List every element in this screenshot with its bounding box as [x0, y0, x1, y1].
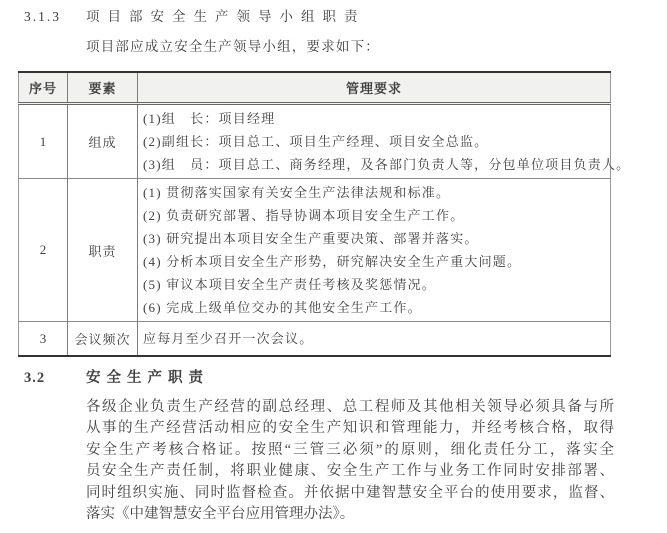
row-requirements	[138, 104, 631, 179]
section-heading-3-1-3	[24, 9, 667, 25]
requirement-line: (6) 完成上级单位交办的其他安全生产工作。	[143, 300, 422, 315]
section-number: 3.1.3	[24, 9, 61, 24]
table-row	[19, 322, 611, 357]
table-header-row	[19, 72, 611, 104]
leadership-group-table	[18, 71, 631, 357]
row-requirements	[138, 179, 611, 322]
row-requirements	[138, 322, 611, 357]
table-row	[19, 104, 611, 179]
paragraph-line: 从事的生产经营活动相应的安全生产知识和管理能力，并经考核合格，取得	[86, 420, 614, 437]
row-element: 会议频次	[68, 322, 138, 357]
table-row	[19, 179, 611, 322]
row-number: 2	[19, 179, 68, 322]
row-number: 1	[39, 133, 47, 149]
col-header-element: 要素	[68, 72, 138, 104]
document-page	[0, 9, 667, 533]
col-header-requirements: 管理要求	[138, 72, 611, 104]
requirement-line: (3) 研究提出本项目安全生产重要决策、部署并落实。	[143, 231, 479, 246]
section-number: 3.2	[24, 370, 46, 386]
col-header-no: 序号	[19, 72, 68, 104]
requirement-line: (3)组 员：项目总工、商务经理，及各部门负责人等，分包单位项目负责人。	[143, 157, 631, 172]
row-element: 职责	[68, 179, 138, 322]
requirement-line: (2) 负责研究部署、指导协调本项目安全生产工作。	[143, 208, 465, 223]
paragraph-line: 安全生产考核合格证。按照“三管三必须”的原则，细化责任分工，落实全	[86, 441, 614, 458]
requirement-line: 应每月至少召开一次会议。	[143, 331, 314, 346]
requirement-line: (1) 贯彻落实国家有关安全生产法律法规和标准。	[143, 185, 451, 200]
section-title: 安全生产职责	[86, 370, 209, 386]
requirement-line: (2)副组长：项目总工、项目生产经理、项目安全总监。	[143, 134, 489, 149]
requirement-line: (1)组 长：项目经理	[143, 111, 276, 126]
intro-paragraph: 项目部应成立安全生产领导小组，要求如下：	[86, 39, 380, 54]
paragraph-line: 落实《中建智慧安全平台应用管理办法》。	[86, 506, 355, 523]
paragraph-line: 各级企业负责生产经营的副总经理、总工程师及其他相关领导必须具备与所	[86, 399, 614, 415]
paragraph-line: 员安全生产责任制，将职业健康、安全生产工作与业务工作同时安排部署、	[86, 463, 614, 480]
row-element: 组成	[68, 104, 138, 179]
section-title: 项目部安全生产领导小组职责	[86, 9, 366, 24]
requirement-line: (4) 分析本项目安全生产形势，研究解决安全生产重大问题。	[143, 254, 522, 269]
responsibilities-paragraph	[86, 397, 614, 525]
section-heading-3-2	[24, 370, 667, 387]
paragraph-line: 同时组织实施、同时监督检查。并依据中建智慧安全平台的使用要求，监督、	[86, 484, 614, 501]
row-number: 3	[19, 322, 68, 357]
requirement-line: (5) 审议本项目安全生产责任考核及奖惩情况。	[143, 277, 437, 292]
